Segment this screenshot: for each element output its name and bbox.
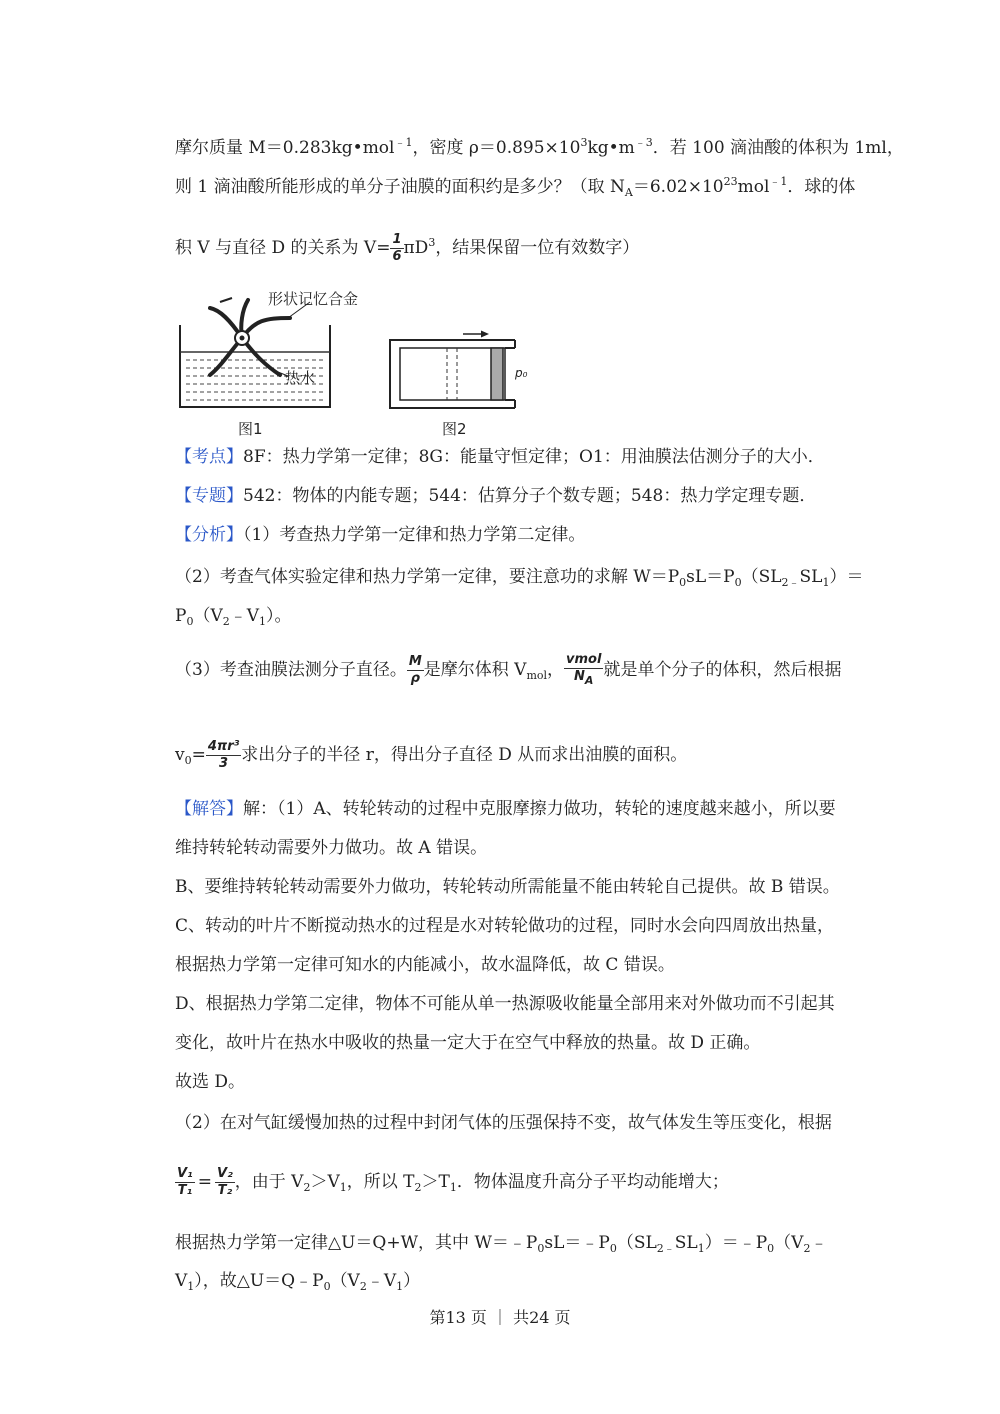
text: ，由于 V bbox=[234, 1172, 304, 1192]
fenxi-line-1 bbox=[175, 524, 855, 546]
jieda-line-4: C、转动的叶片不断搅动热水的过程是水对转轮做功的过程，同时水会向四周放出热量， bbox=[175, 916, 835, 936]
text: mol bbox=[737, 177, 770, 197]
p0-label: p₀ bbox=[515, 366, 528, 380]
sup: 23 bbox=[723, 175, 738, 188]
sub: 1 bbox=[259, 615, 267, 628]
zhuanti-line bbox=[175, 485, 855, 507]
text: SL bbox=[799, 567, 823, 587]
sup: ﹣1 bbox=[769, 175, 788, 188]
sub: 0 bbox=[537, 1242, 545, 1255]
sub: 2 bbox=[803, 1242, 811, 1255]
text: （3）考查油膜法测分子直径。 bbox=[175, 660, 407, 680]
text: 解：（1）A、转轮转动的过程中克服摩擦力做功，转轮的速度越来越小，所以要 bbox=[243, 799, 836, 819]
sub: 1 bbox=[822, 576, 830, 589]
kaodian-text: 8F：热力学第一定律；8G：能量守恒定律；O1：用油膜法估测分子的大小． bbox=[243, 447, 825, 467]
text: （SL bbox=[741, 567, 782, 587]
fenxi-line-4 bbox=[175, 650, 855, 690]
text: ＞V bbox=[310, 1172, 340, 1192]
frac-num: V₂ bbox=[217, 1166, 233, 1181]
fenxi-line-5 bbox=[175, 735, 855, 775]
sub: 1 bbox=[697, 1242, 705, 1255]
frac-num: 1 bbox=[392, 232, 402, 247]
text: ，所以 T bbox=[346, 1172, 415, 1192]
sub: A bbox=[624, 186, 633, 199]
text: = bbox=[191, 745, 206, 765]
fenxi-tag: 【分析】 bbox=[175, 525, 243, 545]
sub: 0 bbox=[609, 1242, 617, 1255]
fraction-m-rho bbox=[407, 654, 424, 687]
text: （V bbox=[193, 606, 223, 626]
frac-num: 4πr³ bbox=[207, 739, 240, 754]
fraction-sphere-volume bbox=[206, 739, 241, 772]
sub: 0 bbox=[184, 754, 192, 767]
sub: A bbox=[584, 674, 594, 687]
jieda-line-11 bbox=[175, 1232, 855, 1260]
text: 积 V 与直径 D 的关系为 V= bbox=[175, 238, 391, 258]
text: （2）考查气体实验定律和热力学第一定律，要注意功的求解 W＝P bbox=[175, 567, 680, 587]
fraction bbox=[390, 232, 403, 265]
text: = bbox=[197, 1172, 213, 1192]
page-footer: 第13 页 ｜ 共24 页 bbox=[429, 1308, 571, 1327]
frac-den: T₂ bbox=[217, 1183, 233, 1198]
figure-2-diagram bbox=[385, 330, 555, 415]
sub: 0 bbox=[767, 1242, 775, 1255]
text: ．若 100 滴油酸的体积为 1ml， bbox=[652, 138, 904, 158]
text: （SL bbox=[616, 1233, 657, 1253]
fraction-v1-t1 bbox=[175, 1166, 195, 1199]
intro-line-3 bbox=[175, 225, 855, 264]
frac-num: V₁ bbox=[177, 1166, 193, 1181]
text: 则 1 滴油酸所能形成的单分子油膜的面积约是多少？（取 N bbox=[175, 177, 625, 197]
sub: 0 bbox=[323, 1280, 331, 1293]
frac-den bbox=[564, 669, 603, 689]
text: ） bbox=[403, 1271, 421, 1291]
jieda-line-1 bbox=[175, 798, 855, 820]
text: ）＝﹣P bbox=[704, 1233, 768, 1253]
jieda-line-6: D、根据热力学第二定律，物体不可能从单一热源吸收能量全部用来对外做功而不引起其 bbox=[175, 994, 835, 1014]
text: 是摩尔体积 V bbox=[423, 660, 527, 680]
sub: 2﹣ bbox=[656, 1242, 675, 1255]
text: （V bbox=[330, 1271, 360, 1291]
figure-1-label: 图1 bbox=[238, 420, 263, 438]
text: 求出分子的半径 r，得出分子直径 D 从而求出油膜的面积。 bbox=[241, 745, 688, 765]
kaodian-line bbox=[175, 446, 855, 468]
fraction-vmol-na bbox=[564, 652, 603, 689]
intro-line-1 bbox=[175, 132, 904, 159]
sub: mol bbox=[526, 669, 548, 682]
alloy-label: 形状记忆合金 bbox=[268, 290, 359, 308]
jieda-line-9: （2）在对气缸缓慢加热的过程中封闭气体的压强保持不变，故气体发生等压变化，根据 bbox=[175, 1113, 832, 1133]
sup: ﹣1 bbox=[394, 136, 413, 149]
text: ＞T bbox=[421, 1172, 450, 1192]
text: SL bbox=[674, 1233, 698, 1253]
sup: 3 bbox=[580, 136, 588, 149]
text: sL＝﹣P bbox=[544, 1233, 610, 1253]
sub: 2﹣ bbox=[781, 576, 800, 589]
text: πD bbox=[403, 238, 429, 258]
figure-2-label: 图2 bbox=[442, 420, 467, 438]
water-label: 热水 bbox=[285, 369, 316, 387]
frac-den-text: N bbox=[574, 669, 585, 684]
text: ＝6.02×10 bbox=[632, 177, 724, 197]
frac-den: ρ bbox=[410, 671, 420, 686]
sub: 2 bbox=[222, 615, 230, 628]
zhuanti-text: 542：物体的内能专题；544：估算分子个数专题；548：热力学定理专题． bbox=[243, 486, 817, 506]
sub: 0 bbox=[186, 615, 194, 628]
frac-den: 3 bbox=[219, 756, 229, 771]
sup: ﹣3 bbox=[634, 136, 653, 149]
fenxi-line-2 bbox=[175, 566, 864, 594]
text: ）。 bbox=[266, 606, 292, 626]
kaodian-tag: 【考点】 bbox=[175, 447, 243, 467]
text: sL＝P bbox=[686, 567, 735, 587]
sub: 2 bbox=[303, 1181, 311, 1194]
sub: 1 bbox=[339, 1181, 347, 1194]
sub: 0 bbox=[734, 576, 742, 589]
text: ），故△U＝Q﹣P bbox=[194, 1271, 324, 1291]
fenxi-line-3 bbox=[175, 605, 855, 633]
text: ﹣V bbox=[366, 1271, 397, 1291]
text: ，结果保留一位有效数字） bbox=[435, 238, 640, 258]
jieda-line-2: 维持转轮转动需要外力做功。故 A 错误。 bbox=[175, 838, 488, 858]
text: ， bbox=[547, 660, 565, 680]
text: ﹣V bbox=[229, 606, 260, 626]
text: （1）考查热力学第一定律和热力学第二定律。 bbox=[243, 525, 586, 545]
text: ．物体温度升高分子平均动能增大； bbox=[456, 1172, 729, 1192]
jieda-line-3: B、要维持转轮转动需要外力做功，转轮转动所需能量不能由转轮自己提供。故 B 错误。 bbox=[175, 877, 840, 897]
frac-den: 6 bbox=[392, 249, 402, 264]
frac-den: T₁ bbox=[177, 1183, 193, 1198]
sub: 2 bbox=[359, 1280, 367, 1293]
zhuanti-tag: 【专题】 bbox=[175, 486, 243, 506]
text: kg•m bbox=[587, 138, 635, 158]
jieda-line-8: 故选 D。 bbox=[175, 1072, 246, 1092]
frac-num: M bbox=[408, 654, 422, 669]
frac-num: vmol bbox=[566, 652, 602, 667]
text: 就是单个分子的体积，然后根据 bbox=[603, 660, 842, 680]
text: P bbox=[175, 606, 187, 626]
text: 摩尔质量 M＝0.283kg•mol bbox=[175, 138, 395, 158]
jieda-line-5: 根据热力学第一定律可知水的内能减小，故水温降低，故 C 错误。 bbox=[175, 955, 675, 975]
sub: 1 bbox=[187, 1280, 195, 1293]
jieda-line-12 bbox=[175, 1270, 855, 1298]
text: 根据热力学第一定律△U＝Q+W，其中 W＝﹣P bbox=[175, 1233, 538, 1253]
sub: 1 bbox=[396, 1280, 404, 1293]
jieda-tag: 【解答】 bbox=[175, 799, 243, 819]
text: ，密度 ρ＝0.895×10 bbox=[412, 138, 581, 158]
text: ．球的体 bbox=[787, 177, 856, 197]
text: ﹣ bbox=[810, 1233, 828, 1253]
sub: 0 bbox=[679, 576, 687, 589]
fraction-v2-t2 bbox=[215, 1166, 235, 1199]
intro-line-2 bbox=[175, 171, 855, 204]
jieda-line-10 bbox=[175, 1160, 855, 1204]
jieda-line-7: 变化，故叶片在热水中吸收的热量一定大于在空气中释放的热量。故 D 正确。 bbox=[175, 1033, 761, 1053]
text: V bbox=[175, 1271, 188, 1291]
text: （V bbox=[774, 1233, 804, 1253]
text: v bbox=[175, 745, 185, 765]
sup: 3 bbox=[428, 236, 436, 249]
sub: 1 bbox=[449, 1181, 457, 1194]
sub: 2 bbox=[414, 1181, 422, 1194]
text: ）＝ bbox=[829, 567, 864, 587]
